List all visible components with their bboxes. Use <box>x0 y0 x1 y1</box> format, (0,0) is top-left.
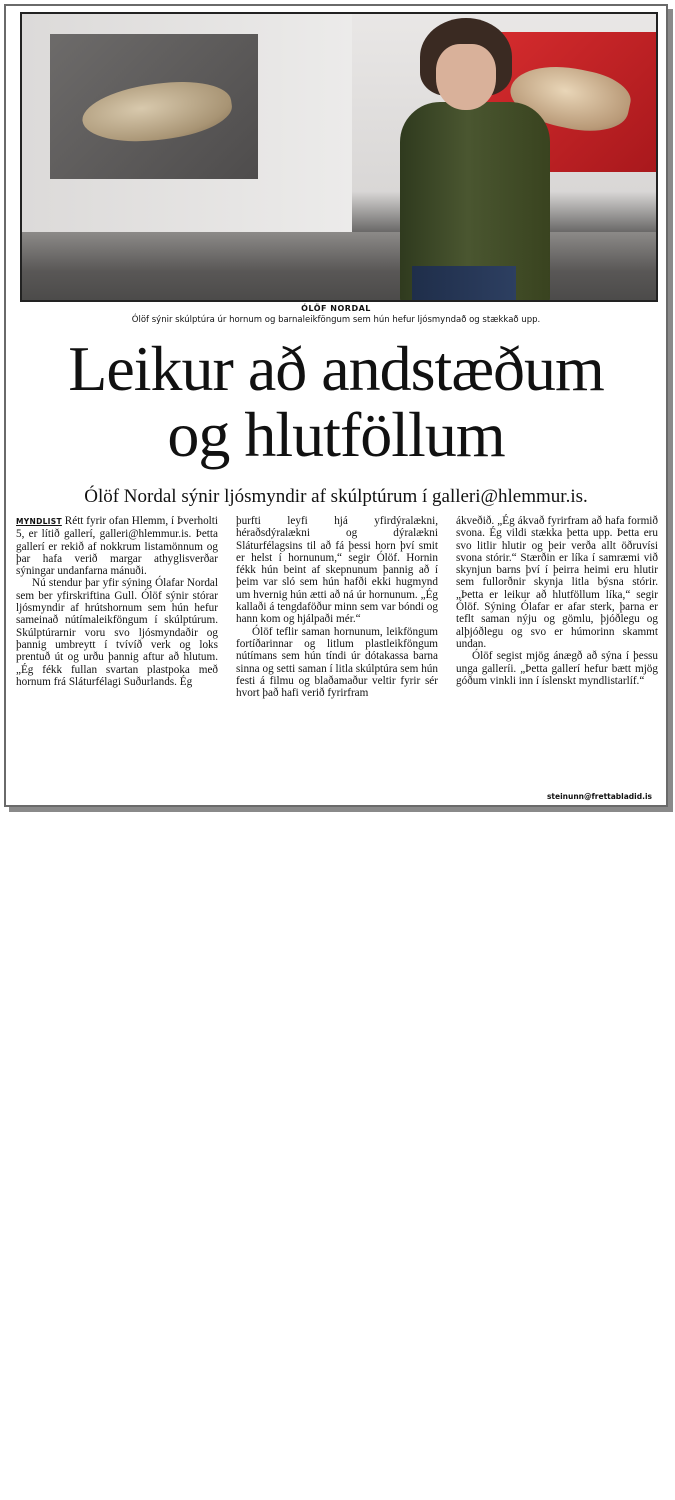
paragraph: þurfti leyfi hjá yfirdýralækni, héraðsdýralækni og dýralækni Sláturfélagsins til að fá þessi horn því smit er helst í hornunum,“ segir Ólöf. Hornin fékk hún beint af skepnunum þannig að í þeim var sló sem hún hafði ekki hugmynd um hvernig hún ætti að ná úr hornunum. „Ég kallaði á tengdaföður minn sem var bóndi og hann kom og hjálpaði mér.“ <box>236 515 438 626</box>
article-body <box>16 515 658 800</box>
headline-line-1: Leikur að andstæðum <box>68 333 604 404</box>
paragraph: Ólöf segist mjög ánægð að sýna í þessu unga galleríi. „Þetta gallerí hefur bætt mjög góðum vinkli inn í íslenskt myndlistarlíf.“ <box>456 650 658 687</box>
paragraph: Nú stendur þar yfir sýning Ólafar Nordal sem ber yfirskriftina Gull. Ólöf sýnir stórar ljósmyndir af hrútshornum sem hún hefur sameinað nútímaleikföngum í skúlptúrum. Skúlptúrarnir voru svo ljósmyndaðir og þannig umbreytt í tvívíð verk og loks prentuð út og urðu þannig aftur að hlutum. „Ég fékk fullan svartan plastpoka með hornum frá Sláturfélagi Suðurlands. Ég <box>16 577 218 688</box>
article-photo <box>20 12 658 302</box>
artist-legs <box>412 266 516 302</box>
article-column-2 <box>236 515 438 699</box>
article-column-1 <box>16 515 218 688</box>
article-headline <box>6 333 666 470</box>
article-column-3 <box>456 515 658 687</box>
photo-caption-name: ÓLÖF NORDAL <box>301 304 371 313</box>
paragraph: ákveðið. „Ég ákvað fyrirfram að hafa formið svona. Ég vildi stækka þetta upp. Þetta eru svo litlir hlutir og þeir verða allt öðruvísi svona stórir.“ Stærðin er líka í samræmi við skynjun barns því í þeirra heimi eru hlutir sem fullorðnir skynja litla býsna stórir. „Þetta er leikur að hlutföllum líka,“ segir Ólöf. Sýning Ólafar er afar sterk, þarna er teflt saman nýju og gömlu, þjóðlegu og alþjóðlegu og svo er húmorinn skammt undan. <box>456 515 658 650</box>
article-subhead: Ólöf Nordal sýnir ljósmyndir af skúlptúrum í galleri@hlemmur.is. <box>84 486 588 507</box>
paragraph <box>16 515 218 577</box>
newspaper-clipping <box>4 4 668 807</box>
paragraph-text: Rétt fyrir ofan Hlemm, í Þverholti 5, er lítið gallerí, galleri@hlemmur.is. Þetta gallerí er rekið af nokkrum listamönnum og þar hafa verið margar athyglisverðar sýningar undanfarna mánuði. <box>16 515 218 578</box>
gallery-floor <box>22 232 656 302</box>
paragraph: Ólöf teflir saman hornunum, leikföngum fortíðarinnar og litlum plastleikföngum nútímans sem hún tíndi úr dótakassa barna sinna og setti saman í litla skúlptúra sem hún festi á filmu og blaðamaður veltir fyrir sér hvort það hafi verið fyrirfram <box>236 625 438 700</box>
headline-line-2: og hlutföllum <box>167 399 505 470</box>
author-byline: steinunn@frettabladid.is <box>546 792 652 801</box>
photo-caption-text: Ólöf sýnir skúlptúra úr hornum og barnaleikföngum sem hún hefur ljósmyndað og stækkað upp. <box>131 315 541 325</box>
artist-face <box>436 44 496 110</box>
section-tag: MYNDLIST <box>16 517 62 526</box>
